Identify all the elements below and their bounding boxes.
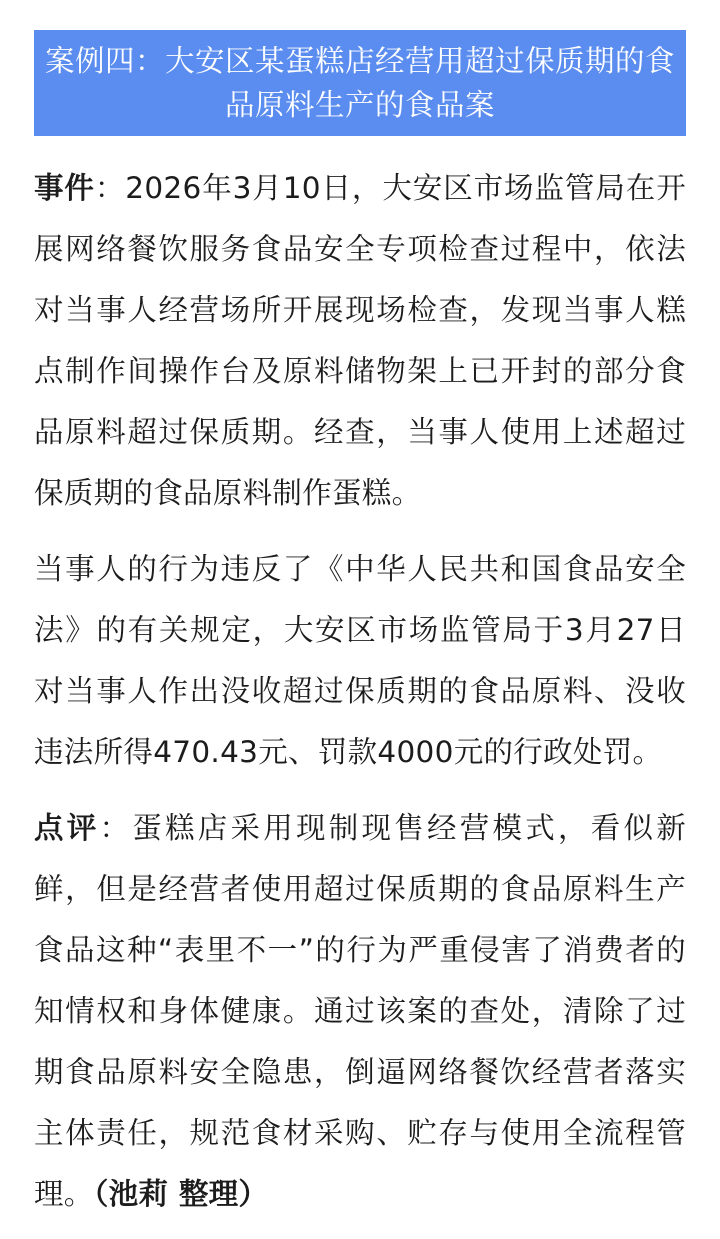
event-label: 事件 — [34, 171, 95, 205]
comment-text: ：蛋糕店采用现制现售经营模式，看似新鲜，但是经营者使用超过保质期的食品原料生产食品这种“表里不一”的行为严重侵害了消费者的知情权和身体健康。通过该案的查处，清除了过期食品原料安全隐患，倒逼网络餐饮经营者落实主体责任，规范食材采购、贮存与使用全流程管理。 — [34, 811, 686, 1211]
editor-credit: （池莉 整理） — [93, 1177, 269, 1211]
penalty-paragraph: 当事人的行为违反了《中华人民共和国食品安全法》的有关规定，大安区市场监管局于3月27日对当事人作出没收超过保质期的食品原料、没收违法所得470.43元、罚款4000元的行政处罚。 — [34, 552, 686, 769]
event-paragraph — [34, 158, 686, 524]
case-title: 案例四：大安区某蛋糕店经营用超过保质期的食品原料生产的食品案 — [34, 30, 686, 136]
comment-label: 点评 — [34, 811, 100, 845]
event-text: ：2026年3月10日，大安区市场监管局在开展网络餐饮服务食品安全专项检查过程中，依法对当事人经营场所开展现场检查，发现当事人糕点制作间操作台及原料储物架上已开封的部分食品原料超过保质期。经查，当事人使用上述超过保质期的食品原料制作蛋糕。 — [34, 171, 686, 510]
comment-paragraph — [34, 798, 686, 1225]
